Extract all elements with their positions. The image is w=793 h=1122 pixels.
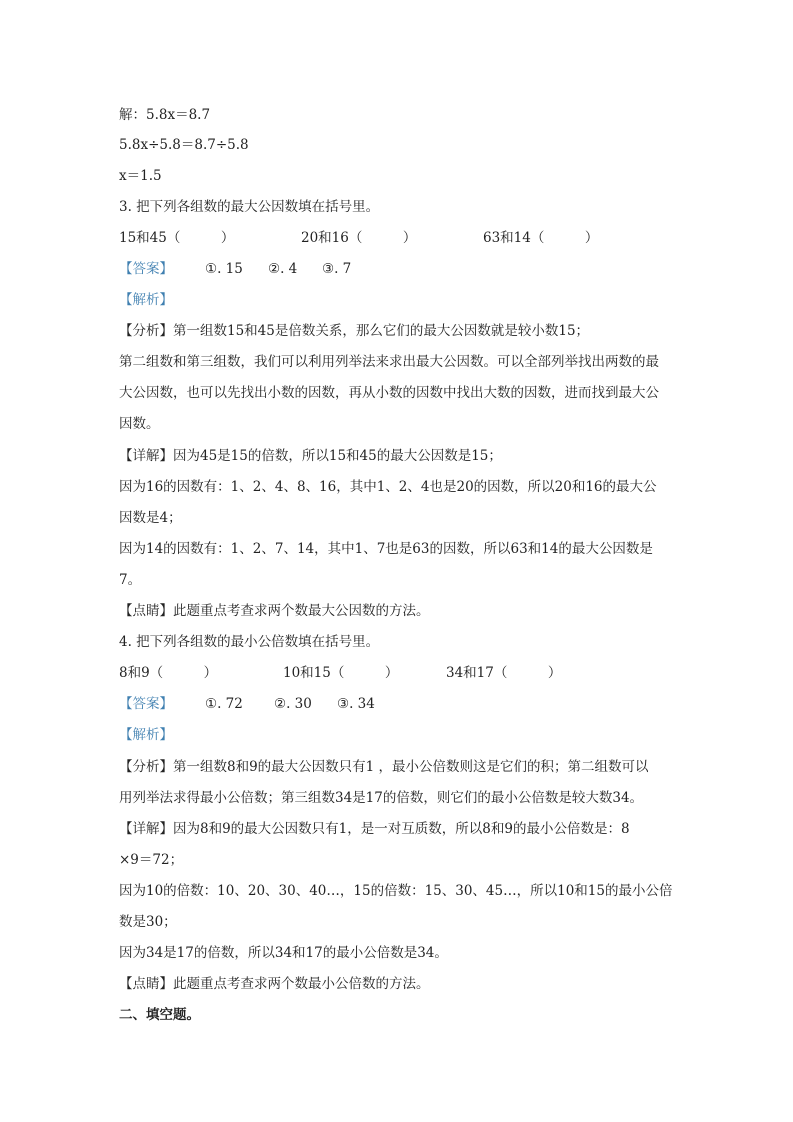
q3-xiangjie-3: 因数是4；	[119, 510, 182, 526]
q3-dianjing: 【点睛】此题重点考查求两个数最大公因数的方法。	[119, 603, 430, 619]
q3-fenxi-4: 因数。	[119, 416, 160, 432]
question-3-title: 3. 把下列各组数的最大公因数填在括号里。	[119, 199, 380, 215]
q3-item-3: 63和14（ ）	[483, 230, 599, 246]
solution-line-1: 解：5.8x＝8.7	[119, 107, 211, 123]
q3-xiangjie-4: 因为14的因数有：1、2、7、14，其中1、7也是63的因数，所以63和14的最大公因数是	[119, 541, 653, 557]
q3-xiangjie-5: 7。	[119, 572, 142, 588]
q4-xiangjie-2: ×9＝72；	[119, 852, 184, 868]
q4-fenxi-2: 用列举法求得最小公倍数；第三组数34是17的倍数，则它们的最小公倍数是较大数34。	[119, 790, 644, 806]
analysis-label: 【解析】	[119, 292, 173, 308]
question-4-items	[119, 663, 679, 683]
answer-label: 【答案】	[119, 696, 173, 712]
section-2-title: 二、填空题。	[119, 1007, 200, 1023]
q3-item-1: 15和45（ ）	[119, 230, 235, 246]
q3-answer-row	[119, 259, 679, 279]
q4-item-3: 34和17（ ）	[446, 665, 562, 681]
q3-fenxi-2: 第二组数和第三组数，我们可以利用列举法来求出最大公因数。可以全部列举找出两数的最	[119, 354, 659, 370]
q3-fenxi-1: 【分析】第一组数15和45是倍数关系，那么它们的最大公因数就是较小数15；	[119, 323, 590, 339]
q4-dianjing: 【点睛】此题重点考查求两个数最小公倍数的方法。	[119, 976, 430, 992]
q4-item-2: 10和15（ ）	[283, 665, 399, 681]
q3-answer-1: ①. 15	[205, 261, 243, 277]
q3-item-2: 20和16（ ）	[301, 230, 417, 246]
q3-answer-3: ③. 7	[322, 261, 352, 277]
question-4-title: 4. 把下列各组数的最小公倍数填在括号里。	[119, 634, 380, 650]
q3-xiangjie-1: 【详解】因为45是15的倍数，所以15和45的最大公因数是15；	[119, 448, 502, 464]
q4-answer-3: ③. 34	[337, 696, 375, 712]
q4-xiangjie-5: 因为34是17的倍数，所以34和17的最小公倍数是34。	[119, 945, 448, 961]
q3-answer-2: ②. 4	[268, 261, 298, 277]
answer-label: 【答案】	[119, 261, 173, 277]
solution-line-2: 5.8x÷5.8＝8.7÷5.8	[119, 137, 249, 153]
q4-fenxi-1: 【分析】第一组数8和9的最大公因数只有1 ，最小公倍数则这是它们的积；第二组数可以	[119, 759, 649, 775]
analysis-label: 【解析】	[119, 727, 173, 743]
q4-answer-2: ②. 30	[274, 696, 312, 712]
q4-xiangjie-4: 数是30；	[119, 914, 177, 930]
q4-xiangjie-3: 因为10的倍数：10、20、30、40…，15的倍数：15、30、45…，所以10和15的最小公倍	[119, 883, 673, 899]
q4-item-1: 8和9（ ）	[119, 665, 218, 681]
q3-fenxi-3: 大公因数，也可以先找出小数的因数，再从小数的因数中找出大数的因数，进而找到最大公	[119, 385, 659, 401]
q4-answer-row	[119, 694, 679, 714]
q4-answer-1: ①. 72	[205, 696, 243, 712]
q3-xiangjie-2: 因为16的因数有：1、2、4、8、16，其中1、2、4也是20的因数，所以20和16的最大公	[119, 479, 657, 495]
question-3-items	[119, 228, 679, 248]
solution-line-3: x＝1.5	[119, 168, 162, 184]
q4-xiangjie-1: 【详解】因为8和9的最大公因数只有1，是一对互质数，所以8和9的最小公倍数是：8	[119, 821, 630, 837]
